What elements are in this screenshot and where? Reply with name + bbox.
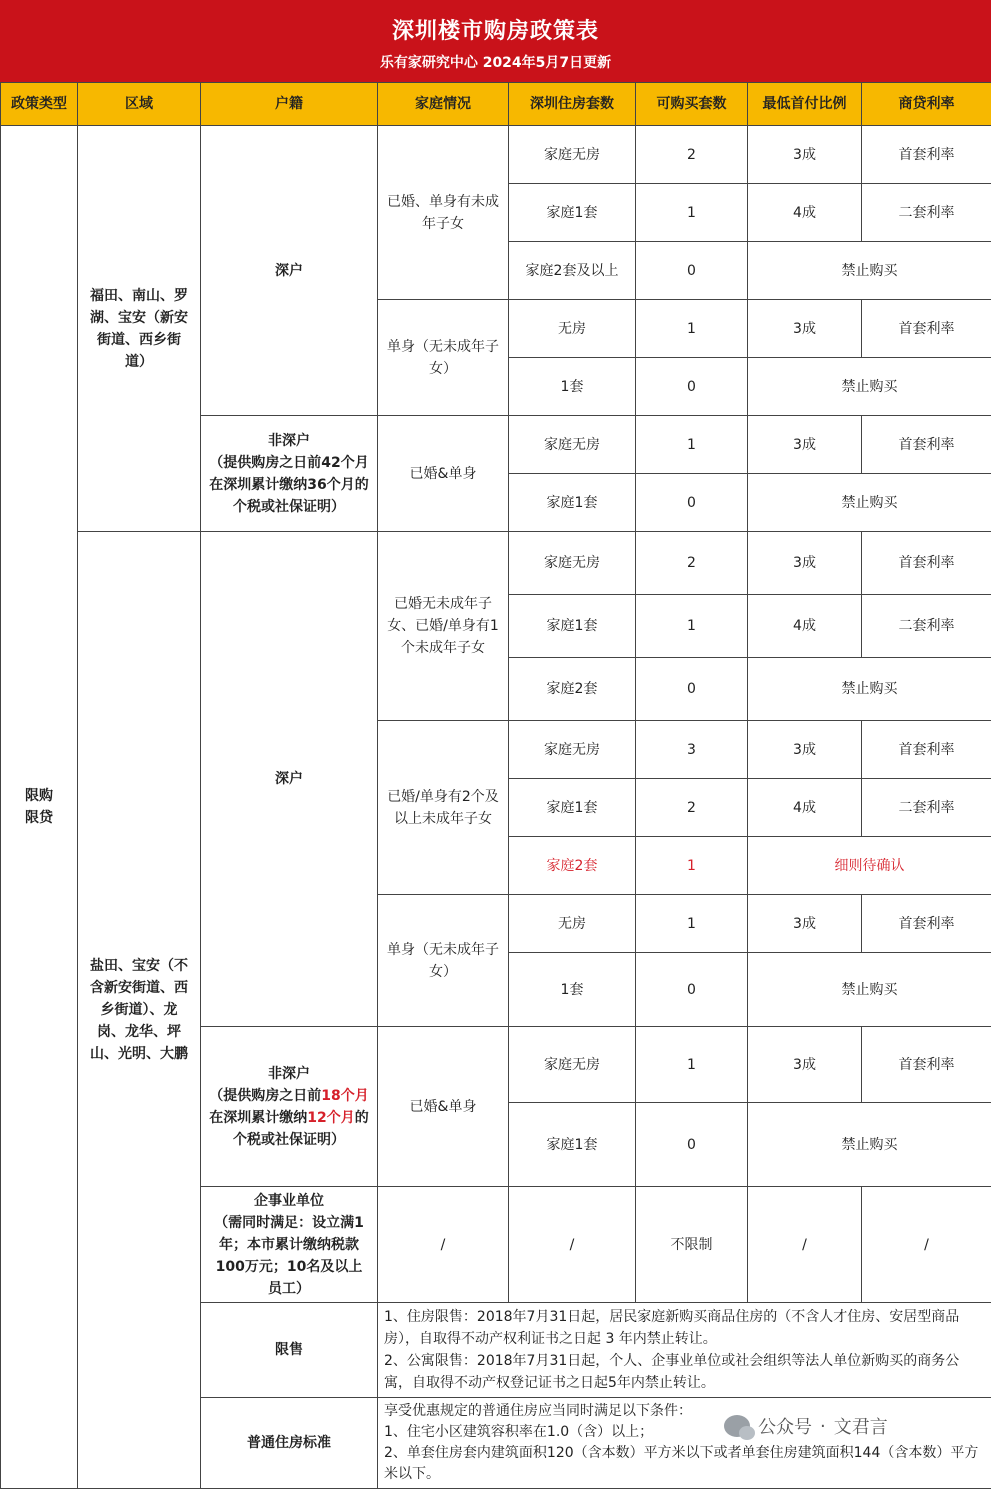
loan-rate-cell: 首套利率 <box>862 532 991 595</box>
loan-rate-cell: 首套利率 <box>862 300 991 358</box>
hukou-cell <box>201 1187 378 1303</box>
standard-line: 2、单套住房套内建筑面积120（含本数）平方米以下或者单套住房建筑面积144（含本数）平方米以下。 <box>384 1443 985 1485</box>
count-cell: 0 <box>636 242 748 300</box>
down-payment-cell: 4成 <box>748 595 862 658</box>
loan-rate-cell: 首套利率 <box>862 126 991 184</box>
houses-cell: 无房 <box>509 300 636 358</box>
down-payment-cell: 3成 <box>748 300 862 358</box>
hukou-req-text: （提供购房之日前 <box>209 1088 321 1104</box>
count-cell: 2 <box>636 126 748 184</box>
count-cell: 0 <box>636 474 748 532</box>
houses-cell: 家庭1套 <box>509 779 636 837</box>
houses-cell: 家庭2套 <box>509 837 636 895</box>
column-header-row <box>1 83 991 126</box>
houses-cell: 家庭无房 <box>509 416 636 474</box>
count-cell: 1 <box>636 1027 748 1103</box>
loan-rate-cell: 首套利率 <box>862 1027 991 1103</box>
enterprise-title: 企事业单位 <box>209 1190 369 1212</box>
houses-cell: 家庭1套 <box>509 474 636 532</box>
count-cell: 3 <box>636 721 748 779</box>
table-header-banner <box>0 0 991 82</box>
down-payment-cell: 3成 <box>748 416 862 474</box>
hukou-cell <box>201 1027 378 1187</box>
houses-cell: 家庭1套 <box>509 184 636 242</box>
standard-notes <box>378 1398 991 1489</box>
loan-rate-cell: 首套利率 <box>862 895 991 953</box>
loan-rate-cell: 二套利率 <box>862 595 991 658</box>
family-cell: 已婚&单身 <box>378 1027 509 1187</box>
table-row <box>1 126 991 184</box>
down-payment-cell: 3成 <box>748 721 862 779</box>
count-cell: 0 <box>636 1103 748 1187</box>
col-family: 家庭情况 <box>378 83 509 126</box>
count-cell: 1 <box>636 837 748 895</box>
down-payment-cell: 4成 <box>748 779 862 837</box>
purchase-status-cell: 禁止购买 <box>748 242 991 300</box>
count-cell: 1 <box>636 184 748 242</box>
houses-cell: 家庭无房 <box>509 126 636 184</box>
hukou-cell: 深户 <box>201 532 378 1027</box>
col-loan-rate: 商贷利率 <box>862 83 991 126</box>
page-title: 深圳楼市购房政策表 <box>0 0 991 45</box>
count-cell: 1 <box>636 595 748 658</box>
houses-cell: 家庭2套 <box>509 658 636 721</box>
family-cell: 已婚无未成年子女、已婚/单身有1个未成年子女 <box>378 532 509 721</box>
houses-cell: / <box>509 1187 636 1303</box>
count-cell: 不限制 <box>636 1187 748 1303</box>
houses-cell: 家庭1套 <box>509 1103 636 1187</box>
standard-label: 普通住房标准 <box>201 1398 378 1489</box>
down-payment-cell: 3成 <box>748 1027 862 1103</box>
purchase-status-cell: 禁止购买 <box>748 658 991 721</box>
col-region: 区域 <box>78 83 201 126</box>
wechat-account-watermark <box>724 1408 888 1444</box>
houses-cell: 家庭无房 <box>509 721 636 779</box>
loan-rate-cell: 二套利率 <box>862 779 991 837</box>
table-row <box>1 532 991 595</box>
count-cell: 2 <box>636 779 748 837</box>
count-cell: 2 <box>636 532 748 595</box>
resale-line: 1、住房限售：2018年7月31日起，居民家庭新购买商品住房的（不含人才住房、安居型商品房），自取得不动产权利证书之日起 3 年内禁止转让。 <box>384 1306 985 1350</box>
loan-rate-cell: 二套利率 <box>862 184 991 242</box>
down-payment-cell: 3成 <box>748 126 862 184</box>
count-cell: 1 <box>636 300 748 358</box>
policy-table <box>0 82 991 1489</box>
hukou-req-highlight: 18个月 <box>321 1088 368 1104</box>
houses-cell: 家庭无房 <box>509 1027 636 1103</box>
houses-cell: 家庭1套 <box>509 595 636 658</box>
hukou-cell <box>201 416 378 532</box>
loan-rate-cell: 首套利率 <box>862 416 991 474</box>
houses-cell: 1套 <box>509 358 636 416</box>
purchase-status-cell: 禁止购买 <box>748 1103 991 1187</box>
family-cell: 已婚&单身 <box>378 416 509 532</box>
count-cell: 0 <box>636 358 748 416</box>
purchase-status-cell: 禁止购买 <box>748 474 991 532</box>
col-policy-type: 政策类型 <box>1 83 78 126</box>
purchase-status-cell: 禁止购买 <box>748 358 991 416</box>
purchase-status-cell: 细则待确认 <box>748 837 991 895</box>
count-cell: 0 <box>636 658 748 721</box>
standard-line: 享受优惠规定的普通住房应当同时满足以下条件： <box>384 1401 985 1422</box>
col-down-payment: 最低首付比例 <box>748 83 862 126</box>
col-count: 可购买套数 <box>636 83 748 126</box>
resale-notes <box>378 1303 991 1398</box>
down-payment-cell: 3成 <box>748 895 862 953</box>
family-cell: 已婚/单身有2个及以上未成年子女 <box>378 721 509 895</box>
account-separator: · <box>820 1416 826 1437</box>
count-cell: 0 <box>636 953 748 1027</box>
family-cell: 单身（无未成年子女） <box>378 895 509 1027</box>
col-hukou: 户籍 <box>201 83 378 126</box>
count-cell: 1 <box>636 416 748 474</box>
account-prefix: 公众号 <box>758 1413 812 1439</box>
page-subtitle: 乐有家研究中心 2024年5月7日更新 <box>0 52 991 72</box>
houses-cell: 1套 <box>509 953 636 1027</box>
hukou-requirement: （提供购房之日前42个月在深圳累计缴纳36个月的个税或社保证明） <box>207 452 371 518</box>
count-cell: 1 <box>636 895 748 953</box>
hukou-req-highlight: 12个月 <box>307 1110 354 1126</box>
region-cell: 福田、南山、罗湖、宝安（新安街道、西乡街道） <box>78 126 201 532</box>
enterprise-requirement: （需同时满足：设立满1年；本市累计缴纳税款100万元；10名及以上员工） <box>209 1212 369 1300</box>
resale-label: 限售 <box>201 1303 378 1398</box>
family-cell: 已婚、单身有未成年子女 <box>378 126 509 300</box>
houses-cell: 家庭2套及以上 <box>509 242 636 300</box>
hukou-cell: 深户 <box>201 126 378 416</box>
loan-rate-cell: 首套利率 <box>862 721 991 779</box>
down-payment-cell: 3成 <box>748 532 862 595</box>
family-cell: 单身（无未成年子女） <box>378 300 509 416</box>
account-name: 文君言 <box>834 1413 888 1439</box>
purchase-status-cell: 禁止购买 <box>748 953 991 1027</box>
houses-cell: 无房 <box>509 895 636 953</box>
region-cell: 盐田、宝安（不含新安街道、西乡街道）、龙岗、龙华、坪山、光明、大鹏 <box>78 532 201 1489</box>
standard-line: 1、住宅小区建筑容积率在1.0（含）以上； <box>384 1422 985 1443</box>
down-payment-cell: / <box>748 1187 862 1303</box>
col-houses: 深圳住房套数 <box>509 83 636 126</box>
hukou-title: 非深户 <box>209 1063 369 1085</box>
resale-line: 2、公寓限售：2018年7月31日起，个人、企事业单位或社会组织等法人单位新购买的商务公寓，自取得不动产权登记证书之日起5年内禁止转让。 <box>384 1350 985 1394</box>
family-cell: / <box>378 1187 509 1303</box>
hukou-req-text: 的个税或社保证明） <box>233 1110 369 1148</box>
hukou-requirement <box>209 1085 369 1151</box>
houses-cell: 家庭无房 <box>509 532 636 595</box>
hukou-title: 非深户 <box>207 430 371 452</box>
policy-type-cell: 限购限贷 <box>1 126 78 1489</box>
loan-rate-cell: / <box>862 1187 991 1303</box>
down-payment-cell: 4成 <box>748 184 862 242</box>
wechat-icon <box>724 1415 750 1437</box>
hukou-req-text: 在深圳累计缴纳 <box>209 1110 307 1126</box>
